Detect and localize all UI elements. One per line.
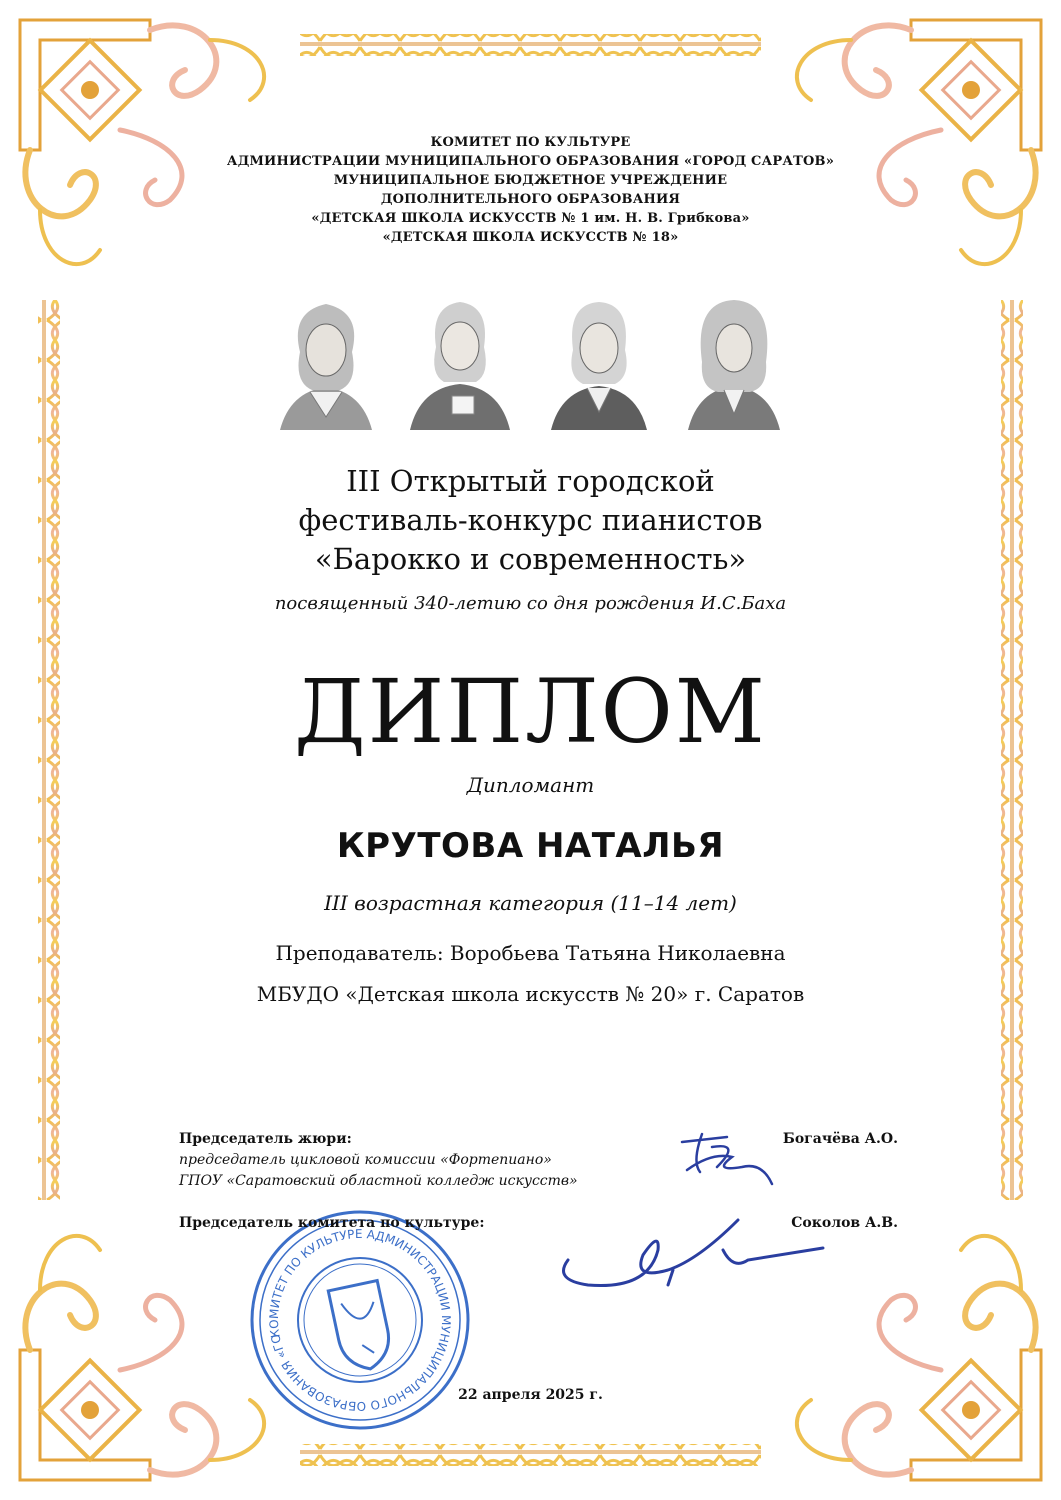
committee-chair-signature xyxy=(548,1210,828,1300)
age-category: III возрастная категория (11–14 лет) xyxy=(324,891,737,915)
stamp-text: КОМИТЕТ ПО КУЛЬТУРЕ АДМИНИСТРАЦИИ МУНИЦИПАЛЬНОГО ОБРАЗОВАНИЯ «ГОРОД xyxy=(266,1226,454,1414)
award-title: Дипломант xyxy=(466,773,595,797)
header-line: МУНИЦИПАЛЬНОЕ БЮДЖЕТНОЕ УЧРЕЖДЕНИЕ xyxy=(333,173,728,188)
jury-chair-institution: ГПОУ «Саратовский областной колледж искусств» xyxy=(179,1173,578,1189)
teacher-line: Преподаватель: Воробьева Татьяна Николаевна xyxy=(275,941,786,965)
festival-title-line: III Открытый городской xyxy=(346,464,715,498)
festival-title xyxy=(0,462,1061,579)
festival-dedication: посвященный 340-летию со дня рождения И.С.Баха xyxy=(274,593,787,614)
composer-portrait xyxy=(404,292,516,430)
recipient-name: КРУТОВА НАТАЛЬЯ xyxy=(336,826,725,866)
committee-chair-title: Председатель комитета по культуре: xyxy=(179,1215,485,1231)
organizer-header xyxy=(0,133,1061,247)
committee-chair-name: Соколов А.В. xyxy=(791,1215,898,1231)
header-line: АДМИНИСТРАЦИИ МУНИЦИПАЛЬНОГО ОБРАЗОВАНИЯ «ГОРОД САРАТОВ» xyxy=(226,154,835,169)
header-line: «ДЕТСКАЯ ШКОЛА ИСКУССТВ № 18» xyxy=(382,230,679,245)
jury-chair-signature xyxy=(672,1122,782,1192)
jury-chair-position: председатель цикловой комиссии «Фортепиано» xyxy=(179,1152,552,1168)
issue-date: 22 апреля 2025 г. xyxy=(458,1387,603,1403)
jury-chair-name: Богачёва А.О. xyxy=(782,1131,898,1147)
festival-title-line: фестиваль-конкурс пианистов xyxy=(298,503,763,537)
diploma-heading: ДИПЛОМ xyxy=(294,660,767,763)
composer-portrait xyxy=(543,292,655,430)
composer-portrait xyxy=(270,292,382,430)
school-line: МБУДО «Детская школа искусств № 20» г. Саратов xyxy=(256,982,805,1006)
header-line: КОМИТЕТ ПО КУЛЬТУРЕ xyxy=(430,135,631,150)
jury-chair-title: Председатель жюри: xyxy=(179,1131,352,1147)
header-line: «ДЕТСКАЯ ШКОЛА ИСКУССТВ № 1 им. Н. В. Грибкова» xyxy=(311,211,750,226)
header-line: ДОПОЛНИТЕЛЬНОГО ОБРАЗОВАНИЯ xyxy=(380,192,681,207)
composer-portrait xyxy=(678,292,790,430)
festival-title-line: «Барокко и современность» xyxy=(314,542,747,576)
